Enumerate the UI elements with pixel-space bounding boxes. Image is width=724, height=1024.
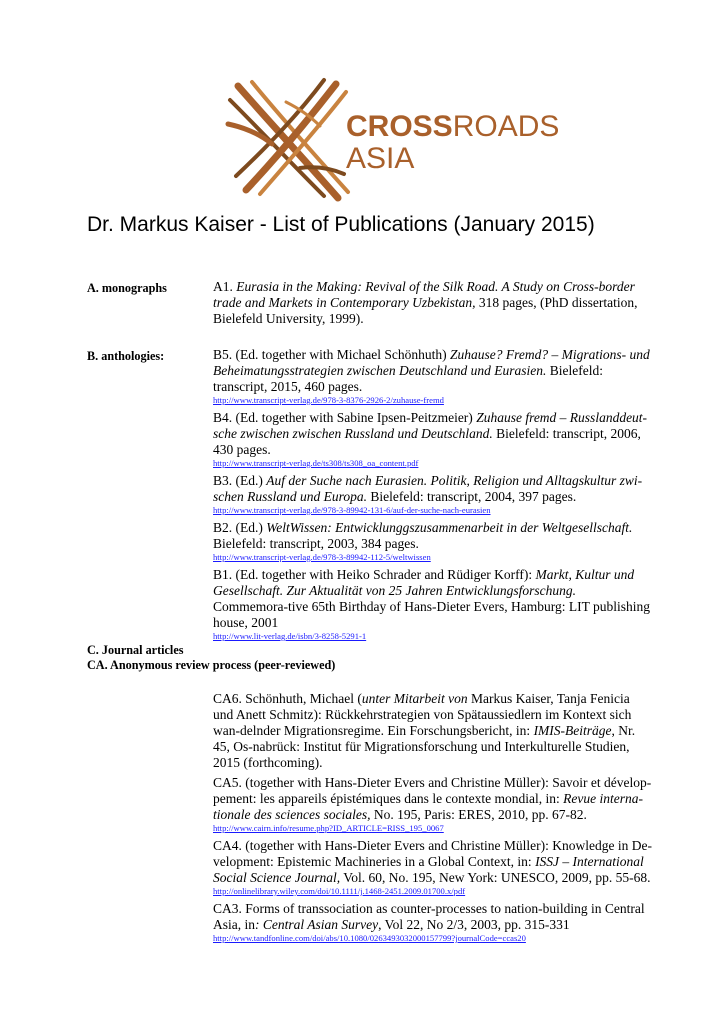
entry-text: Markus Kaiser, Tanja Fenicia und Anett Schmitz): Rückkehrstrategien von Spätaussiedlern im Kontext sich wan-delnder Migrationsregime. Ein Forschungsbericht, in: — [213, 691, 632, 738]
entry-prefix: B1. (Ed. together with Heiko Schrader and Rüdiger Korff): — [213, 567, 536, 582]
entry-italic: IMIS-Beiträge — [533, 723, 612, 738]
entry-text: CA4. (together with Hans-Dieter Evers and Christine Müller): Knowledge in De-velopment: Epistemic Machineries in a Global Context, in: — [213, 838, 653, 869]
publication-link[interactable]: http://www.transcript-verlag.de/ts308/ts308_oa_content.pdf — [213, 458, 419, 468]
publication-link[interactable]: http://www.tandfonline.com/doi/abs/10.1080/0263493032000157799?journalCode=ccas20 — [213, 933, 526, 943]
publication-link[interactable]: http://www.transcript-verlag.de/978-3-89942-112-5/weltwissen — [213, 552, 431, 562]
publication-b5 — [213, 347, 653, 406]
crossroads-asia-logo — [226, 78, 560, 200]
entry-text: , Nr. 45, Os-nabrück: Institut für Migrationsforschung und Interkulturelle Studien, 2015 (forthcoming). — [213, 723, 636, 770]
publication-b1 — [213, 567, 653, 642]
publication-link[interactable]: http://onlinelibrary.wiley.com/doi/10.1111/j.1468-2451.2009.01700.x/pdf — [213, 886, 466, 896]
entry-italic: ISSJ – International Social Science Journal, — [213, 854, 644, 885]
entry-title: Markt, Kultur und Gesellschaft. Zur Aktualität von 25 Jahren Entwicklungsforschung. — [213, 567, 635, 598]
publication-a1 — [213, 279, 653, 327]
entry-title: Zuhause fremd – Russlanddeut-sche zwischen zwischen Russland und Deutschland. — [213, 410, 648, 441]
publication-link[interactable]: http://www.transcript-verlag.de/978-3-89942-131-6/auf-der-suche-nach-eurasien — [213, 505, 491, 515]
page-title: Dr. Markus Kaiser - List of Publications (January 2015) — [87, 213, 595, 236]
publication-b3 — [213, 473, 653, 516]
entry-text: CA5. (together with Hans-Dieter Evers and Christine Müller): Savoir et dévelop-pement: les appareils épistémiques dans le contexte mondial, in: — [213, 775, 652, 806]
svg-text:CROSSROADS — [346, 110, 559, 143]
entry-italic: Revue interna-tionale des sciences sociales, — [213, 791, 643, 822]
monographs-list — [213, 279, 653, 327]
publication-b4 — [213, 410, 653, 469]
entry-text: CA6. Schönhuth, Michael ( — [213, 691, 362, 706]
journal-articles-list — [213, 691, 653, 948]
entry-italic: : Central Asian Survey — [255, 917, 379, 932]
entry-details: Bielefeld: transcript, 2015, 460 pages. — [213, 363, 603, 394]
section-label-monographs: A. monographs — [87, 281, 167, 295]
entry-prefix: B5. (Ed. together with Michael Schönhuth) — [213, 347, 450, 362]
logo-word-asia: ASIA — [346, 142, 415, 175]
entry-italic: unter Mitarbeit von — [361, 691, 468, 706]
entry-prefix: B3. (Ed.) — [213, 473, 267, 488]
entry-title: Eurasia in the Making: Revival of the Silk Road. A Study on Cross-border trade and Markets in Contemporary Uzbekistan, — [213, 279, 635, 310]
entry-title: WeltWissen: Entwicklunggszusammenarbeit in der Weltgesellschaft. — [266, 520, 633, 535]
entry-details: Bielefeld: transcript, 2004, 397 pages. — [367, 489, 577, 504]
logo-word-cross: CROSS — [346, 110, 453, 143]
publication-b2 — [213, 520, 653, 563]
publication-link[interactable]: http://www.transcript-verlag.de/978-3-8376-2926-2/zuhause-fremd — [213, 395, 444, 405]
entry-prefix: B4. (Ed. together with Sabine Ipsen-Peitzmeier) — [213, 410, 477, 425]
entry-text: Vol. 60, No. 195, New York: UNESCO, 2009, pp. 55-68. — [340, 870, 651, 885]
publication-ca3 — [213, 901, 653, 944]
publication-ca4 — [213, 838, 653, 897]
entry-prefix: B2. (Ed.) — [213, 520, 267, 535]
publication-link[interactable]: http://www.lit-verlag.de/isbn/3-8258-5291-1 — [213, 631, 367, 641]
publication-ca6 — [213, 691, 653, 771]
entry-prefix: A1. — [213, 279, 237, 294]
publication-link[interactable]: http://www.cairn.info/resume.php?ID_ARTICLE=RISS_195_0067 — [213, 823, 444, 833]
entry-title: Auf der Suche nach Eurasien. Politik, Religion und Alltagskultur zwi-schen Russland und Europa. — [213, 473, 643, 504]
section-heading-journals: C. Journal articles — [87, 643, 184, 657]
entry-details: Bielefeld: transcript, 2006, 430 pages. — [213, 426, 641, 457]
entry-details: Commemora-tive 65th Birthday of Hans-Dieter Evers, Hamburg: LIT publishing house, 2001 — [213, 599, 651, 630]
publication-ca5 — [213, 775, 653, 834]
entry-details: 318 pages, (PhD dissertation, Bielefeld University, 1999). — [213, 295, 638, 326]
entry-text: CA3. Forms of transsociation as counter-processes to nation-building in Central Asia, in — [213, 901, 645, 932]
section-subheading-peer-reviewed: CA. Anonymous review process (peer-reviewed) — [87, 658, 336, 672]
entry-text: No. 195, Paris: ERES, 2010, pp. 67-82. — [370, 807, 587, 822]
entry-text: , Vol 22, No 2/3, 2003, pp. 315-331 — [378, 917, 570, 932]
logo-word-roads: ROADS — [452, 110, 560, 143]
section-label-anthologies: B. anthologies: — [87, 349, 165, 363]
entry-details: Bielefeld: transcript, 2003, 384 pages. — [213, 536, 419, 551]
anthologies-list — [213, 347, 653, 646]
entry-title: Zuhause? Fremd? – Migrations- und Beheimatungsstrategien zwischen Deutschland und Eurasien. — [213, 347, 650, 378]
